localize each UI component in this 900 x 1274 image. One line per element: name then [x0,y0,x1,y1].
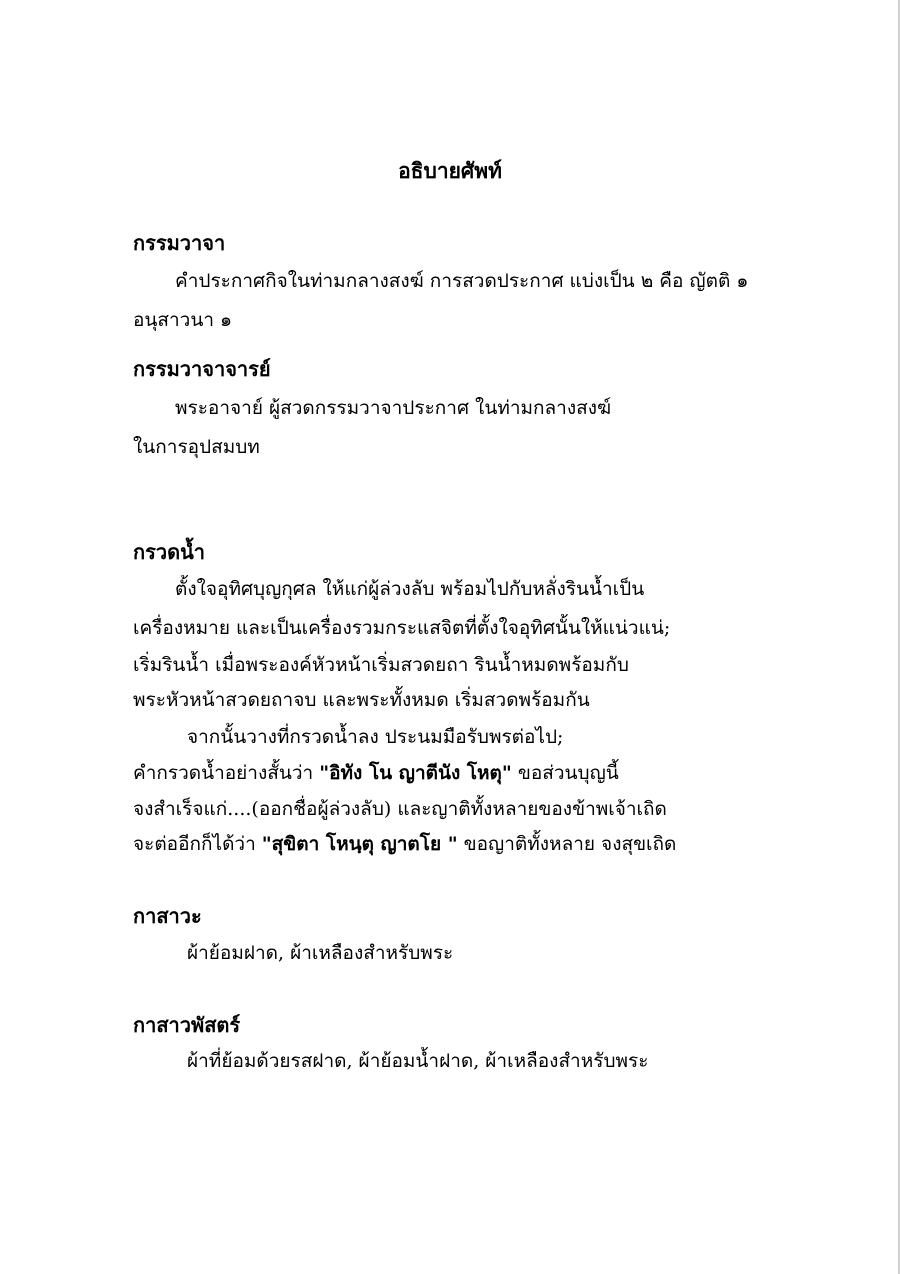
definition-line: เครื่องหมาย และเป็นเครื่องรวมกระแสจิตที่ตั้งใจอุทิศนั้นให้แน่วแน่; [133,617,671,639]
term-heading: กาสาวพัสตร์ [133,1013,241,1037]
chant-translation-text: ขอญาติทั้งหลาย จงสุขเถิด [457,833,677,855]
definition-line: ในการอุปสมบท [133,436,260,458]
definition-line: ผ้าที่ย้อมด้วยรสฝาด, ผ้าย้อมน้ำฝาด, ผ้าเหลืองสำหรับพระ [187,1050,649,1072]
chant-intro-text: จะต่ออีกก็ได้ว่า [133,833,262,855]
definition-line: จากนั้นวางที่กรวดน้ำลง ประนมมือรับพรต่อไป; [187,726,564,748]
definition-line: ตั้งใจอุทิศบุญกุศล ให้แก่ผู้ล่วงลับ พร้อมไปกับหลั่งรินน้ำเป็น [175,578,645,600]
term-heading: กรรมวาจาจารย์ [133,357,271,381]
chant-intro-text: คำกรวดน้ำอย่างสั้นว่า [133,762,320,784]
definition-line: คำประกาศกิจในท่ามกลางสงฆ์ การสวดประกาศ แบ่งเป็น ๒ คือ ญัตติ ๑ [175,270,749,292]
chant-pali-text: "สุขิตา โหนฺตุ ญาตโย " [261,833,458,855]
term-heading: กรรมวาจา [133,231,226,255]
page-title: อธิบายศัพท์ [398,158,502,183]
chant-line [133,762,619,785]
definition-line: เริ่มรินน้ำ เมื่อพระองค์หัวหน้าเริ่มสวดยถา รินน้ำหมดพร้อมกับ [133,654,629,676]
term-heading: กาสาวะ [133,904,202,928]
term-heading: กรวดน้ำ [133,540,205,564]
definition-line: อนุสาวนา ๑ [133,309,233,331]
definition-line: พระหัวหน้าสวดยถาจบ และพระทั้งหมด เริ่มสวดพร้อมกัน [133,689,590,711]
definition-line: พระอาจาย์ ผู้สวดกรรมวาจาประกาศ ในท่ามกลางสงฆ์ [175,397,612,419]
chant-translation-text: ขอส่วนบุญนี้ [511,762,619,784]
chant-pali-text: "อิทัง โน ญาตีนัง โหตุ" [319,762,512,784]
chant-line [133,833,676,856]
definition-line: ผ้าย้อมฝาด, ผ้าเหลืองสำหรับพระ [187,942,454,964]
definition-line: จงสำเร็จแก่....(ออกชื่อผู้ล่วงลับ) และญาติทั้งหลายของข้าพเจ้าเถิด [133,798,667,820]
